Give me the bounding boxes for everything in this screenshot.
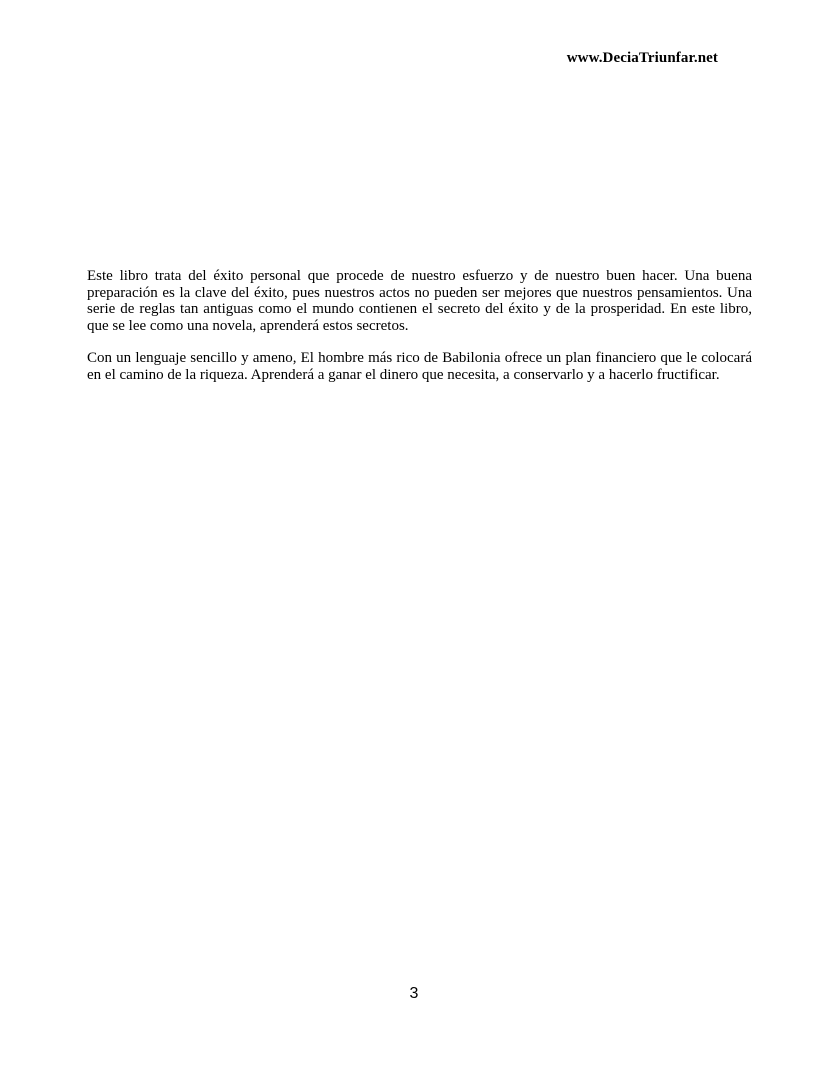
body-paragraph-1: Este libro trata del éxito personal que procede de nuestro esfuerzo y de nuestro buen hacer. Una buena preparación es la clave del éxito, pues nuestros actos no pueden ser mejores que nuestros pensamientos. Una serie de reglas tan antiguas como el mundo contienen el secreto del éxito y de la prosperidad. En este libro, que se lee como una novela, aprenderá estos secretos. — [87, 268, 752, 334]
page-number: 3 — [409, 985, 419, 1002]
body-paragraph-2: Con un lenguaje sencillo y ameno, El hombre más rico de Babilonia ofrece un plan financiero que le colocará en el camino de la riqueza. Aprenderá a ganar el dinero que necesita, a conservarlo y a hacerlo fructificar. — [87, 350, 752, 383]
header-site-url: www.DeciaTriunfar.net — [566, 50, 718, 66]
page-body — [87, 268, 752, 399]
